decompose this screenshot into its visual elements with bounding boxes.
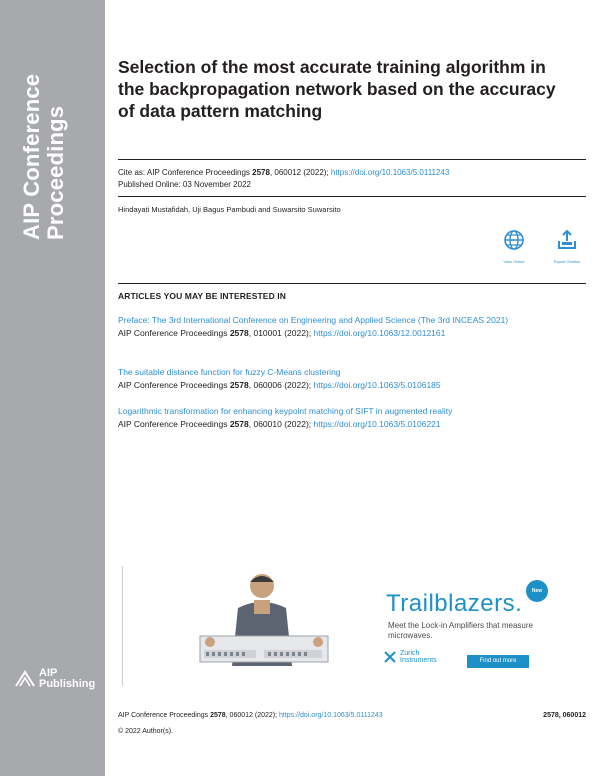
footer-prefix: AIP Conference Proceedings bbox=[118, 712, 211, 719]
article-journal: AIP Conference Proceedings bbox=[118, 328, 230, 338]
view-online-label: View Online bbox=[503, 259, 525, 264]
article-volume: 2578 bbox=[229, 328, 249, 338]
footer bbox=[118, 712, 586, 719]
citation-volume: 2578 bbox=[252, 168, 270, 177]
divider bbox=[118, 283, 586, 284]
find-out-more-button[interactable]: Find out more bbox=[467, 655, 529, 668]
footer-page-ref: 2578, 060012 bbox=[543, 712, 586, 719]
zurich-logo-icon bbox=[384, 651, 396, 663]
view-online-button[interactable] bbox=[494, 229, 534, 264]
ad-border bbox=[122, 566, 123, 686]
footer-doi-link[interactable]: https://doi.org/10.1063/5.0111243 bbox=[279, 712, 383, 719]
brand-line1: Zurich bbox=[400, 650, 420, 657]
footer-suffix: , 060012 (2022); bbox=[225, 712, 279, 719]
citation-suffix: , 060012 (2022); bbox=[269, 168, 331, 177]
person-with-instrument-illustration bbox=[192, 566, 342, 686]
divider bbox=[118, 159, 586, 160]
related-article-title[interactable]: Logarithmic transformation for enhancing keypoint matching of SIFT in augmented reality bbox=[118, 406, 453, 416]
globe-icon bbox=[503, 229, 525, 251]
copyright: © 2022 Author(s). bbox=[118, 728, 173, 735]
doi-link[interactable]: https://doi.org/10.1063/5.0111243 bbox=[330, 168, 450, 177]
zurich-brand-text bbox=[400, 650, 437, 664]
authors: Hindayati Mustafidah, Uji Bagus Pambudi and Suwarsito Suwarsito bbox=[118, 205, 341, 214]
article-doi-link[interactable]: https://doi.org/10.1063/5.0106221 bbox=[313, 419, 441, 429]
related-article-citation bbox=[118, 379, 578, 391]
export-citation-button[interactable] bbox=[547, 229, 587, 264]
article-doi-link[interactable]: https://doi.org/10.1063/5.0106185 bbox=[313, 380, 441, 390]
citation-block bbox=[118, 167, 586, 191]
related-article-citation bbox=[118, 327, 578, 339]
export-icon bbox=[556, 229, 578, 251]
related-article bbox=[118, 366, 578, 391]
article-suffix: , 010001 (2022); bbox=[248, 328, 314, 338]
publisher-logo[interactable] bbox=[14, 668, 95, 690]
ad-headline: Trailblazers. bbox=[386, 590, 523, 617]
article-suffix: , 060010 (2022); bbox=[248, 419, 314, 429]
paper-title: Selection of the most accurate training algorithm in the backpropagation network based on the accuracy of data pattern matching bbox=[118, 57, 556, 121]
article-volume: 2578 bbox=[229, 380, 249, 390]
journal-name-line1: AIP Conference bbox=[19, 73, 44, 240]
related-articles-heading: ARTICLES YOU MAY BE INTERESTED IN bbox=[118, 291, 286, 301]
citation-line bbox=[118, 167, 586, 179]
article-suffix: , 060006 (2022); bbox=[248, 380, 314, 390]
journal-name-line2: Proceedings bbox=[43, 105, 68, 240]
article-volume: 2578 bbox=[229, 419, 249, 429]
related-article-title[interactable]: The suitable distance function for fuzzy C-Means clustering bbox=[118, 367, 341, 377]
article-journal: AIP Conference Proceedings bbox=[118, 419, 230, 429]
publisher-name-line2: Publishing bbox=[39, 678, 96, 690]
related-article-citation bbox=[118, 418, 578, 430]
export-citation-label: Export Citation bbox=[553, 259, 581, 264]
advertisement[interactable] bbox=[122, 566, 583, 686]
footer-volume: 2578 bbox=[210, 712, 226, 719]
new-badge: New bbox=[526, 580, 548, 602]
related-article bbox=[118, 314, 578, 339]
related-article bbox=[118, 405, 578, 430]
aip-logo-icon bbox=[14, 670, 36, 688]
article-doi-link[interactable]: https://doi.org/10.1063/12.0012161 bbox=[313, 328, 446, 338]
article-journal: AIP Conference Proceedings bbox=[118, 380, 230, 390]
publisher-name bbox=[39, 668, 95, 690]
published-date: Published Online: 03 November 2022 bbox=[118, 180, 251, 189]
publisher-name-line1: AIP bbox=[39, 667, 58, 679]
sidebar bbox=[0, 0, 105, 776]
citation-prefix: Cite as: AIP Conference Proceedings bbox=[118, 168, 253, 177]
divider bbox=[118, 196, 586, 197]
zurich-instruments-logo bbox=[384, 650, 437, 664]
journal-name bbox=[20, 74, 68, 240]
brand-line2: Instruments bbox=[400, 657, 437, 664]
ad-subline: Meet the Lock-in Amplifiers that measure microwaves. bbox=[388, 621, 533, 640]
related-article-title[interactable]: Preface: The 3rd International Conference on Engineering and Applied Science (The 3rd INCEAS 2021) bbox=[118, 315, 509, 325]
